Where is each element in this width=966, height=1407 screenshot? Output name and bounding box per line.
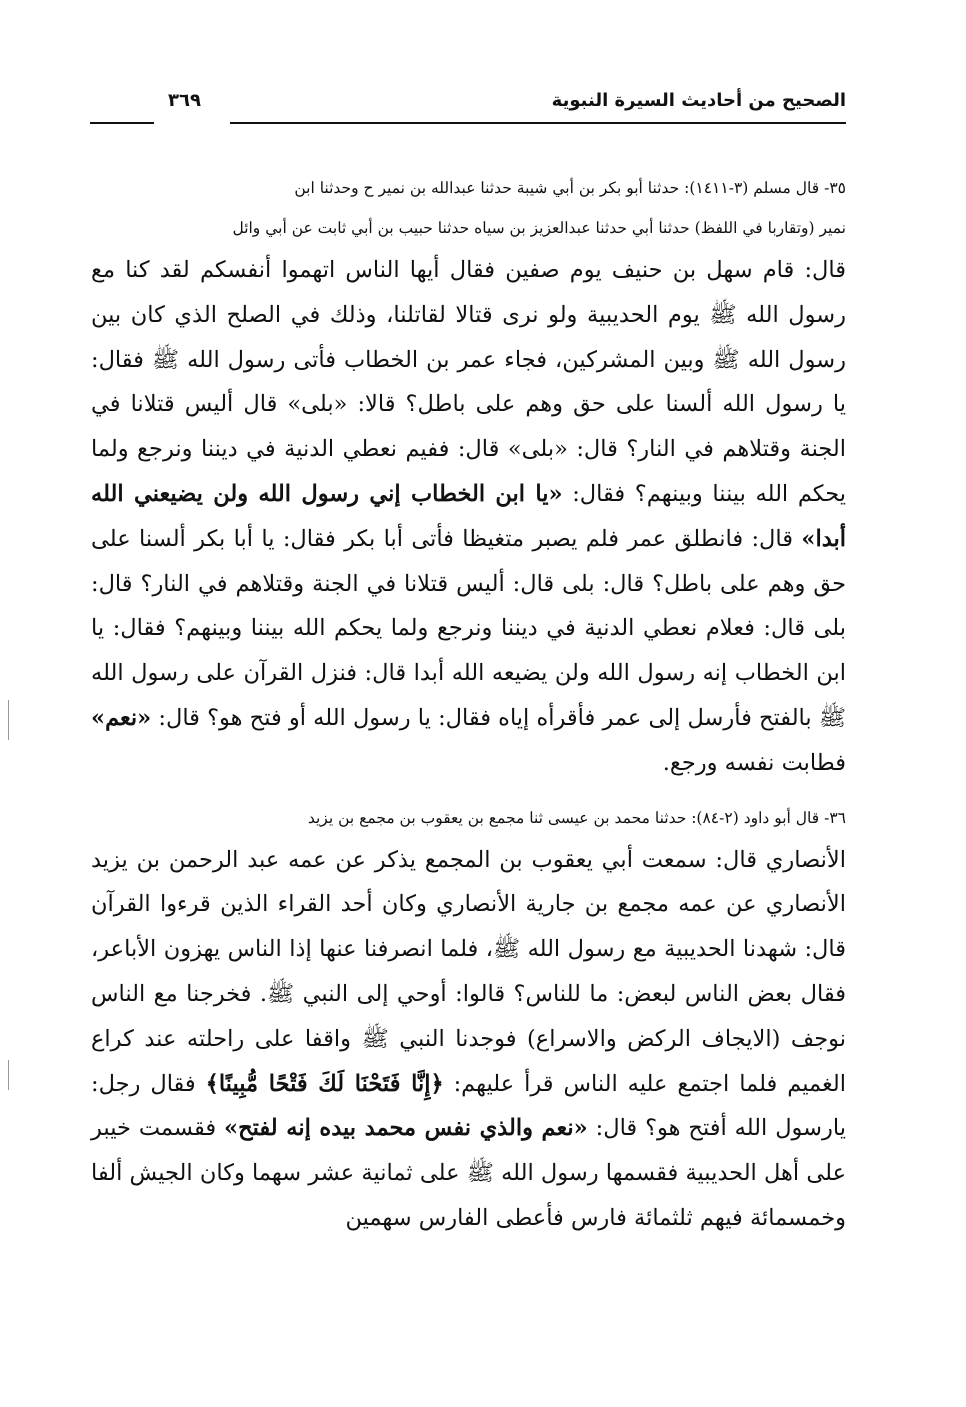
hadith-35-prophet-quote: «يا ابن الخطاب إني رسول الله ولن يضيعني الله أبدا»: [91, 480, 847, 552]
hadith-35-isnad-line-1: ٣٥- قال مسلم (٣-١٤١١): حدثنا أبو بكر بن أبي شيبة حدثنا عبدالله بن نمير ح وحدثنا ابن: [294, 179, 846, 197]
hadith-35-text-part-1: قال: قام سهل بن حنيف يوم صفين فقال أيها الناس اتهموا أنفسكم لقد كنا مع رسول الله ﷺ يوم الحديبية ولو نرى قتالا لقاتلنا، وذلك في الصلح الذي كان بين رسول الله ﷺ وبين المشركين، فجاء عمر بن الخطاب فأتى رسول الله ﷺ فقال: يا رسول الله ألسنا على حق وهم على باطل؟ قالا: «بلى» قال أليس قتلانا في الجنة وقتلاهم في النار؟ قال: «بلى» قال: ففيم نعطي الدنية في ديننا ونرجع ولما يحكم الله بيننا وبينهم؟ فقال:: [91, 257, 846, 507]
header-rule-right: [230, 122, 846, 124]
hadith-36-isnad-line-1: ٣٦- قال أبو داود (٢-٨٤): حدثنا محمد بن عيسى ثنا مجمع بن يعقوب بن مجمع بن يزيد: [307, 808, 846, 827]
running-header: [90, 88, 846, 128]
hadith-36: [91, 798, 846, 1241]
hadith-36-text-part-2: فقال رجل: يارسول الله أفتح هو؟ قال:: [91, 1070, 846, 1142]
hadith-35: [91, 168, 846, 786]
hadith-35-text-part-2: قال: فانطلق عمر فلم يصبر متغيظا فأتى أبا بكر فقال: يا أبا بكر ألسنا على حق وهم على باطل؟ قال: بلى قال: أليس قتلانا في الجنة وقتلاهم في النار؟ قال: بلى قال: فعلام نعطي الدنية في ديننا ونرجع ولما يحكم الله بيننا وبينهم؟ فقال: يا ابن الخطاب إنه رسول الله ولن يضيعه الله أبدا قال: فنزل القرآن على رسول الله ﷺ بالفتح فأرسل إلى عمر فأقرأه إياه فقال: يا رسول الله أو فتح هو؟ قال:: [91, 525, 846, 731]
page-number: ٣٦٩: [168, 90, 201, 111]
hadith-36-text-part-1: الأنصاري قال: سمعت أبي يعقوب بن المجمع يذكر عن عمه عبد الرحمن بن يزيد الأنصاري عن عمه مجمع بن جارية الأنصاري وكان أحد القراء الذين قرءوا القرآن قال: شهدنا الحديبية مع رسول الله ﷺ، فلما انصرفنا عنها إذا الناس يهزون الأباعر، فقال بعض الناس لبعض: ما للناس؟ قالوا: أوحي إلى النبي ﷺ. فخرجنا مع الناس نوجف (الايجاف الركض والاسراع) فوجدنا النبي ﷺ واقفا على راحلته عند كراع الغميم فلما اجتمع عليه الناس قرأ عليهم:: [91, 846, 846, 1097]
header-rule-left: [90, 122, 154, 124]
book-title: الصحيح من أحاديث السيرة النبوية: [551, 90, 846, 111]
hadith-36-prophet-answer: «نعم والذي نفس محمد بيده إنه لفتح»: [224, 1115, 588, 1142]
quran-verse: ﴿إِنَّا فَتَحْنَا لَكَ فَتْحًا مُّبِينًا﴾: [205, 1070, 444, 1097]
hadith-36-text: [91, 838, 846, 1241]
hadith-36-text-part-3: فقسمت خيبر على أهل الحديبية فقسمها رسول الله ﷺ على ثمانية عشر سهما وكان الجيش ألفا وخمسمائة فيهم ثلثمائة فارس فأعطى الفارس سهمين: [91, 1115, 846, 1231]
section-gap: [91, 786, 846, 798]
hadith-35-isnad-line-2: نمير (وتقاربا في اللفظ) حدثنا أبي حدثنا عبدالعزيز بن سياه حدثنا حبيب بن أبي ثابت عن أبي وائل: [232, 219, 846, 237]
scan-margin-mark: [8, 1060, 9, 1090]
hadith-35-text: [91, 248, 846, 786]
hadith-35-text-part-3: فطابت نفسه ورجع.: [662, 749, 846, 776]
hadith-35-prophet-answer: «نعم»: [91, 704, 152, 731]
page-body: [91, 168, 846, 1241]
scan-margin-mark: [8, 700, 9, 740]
